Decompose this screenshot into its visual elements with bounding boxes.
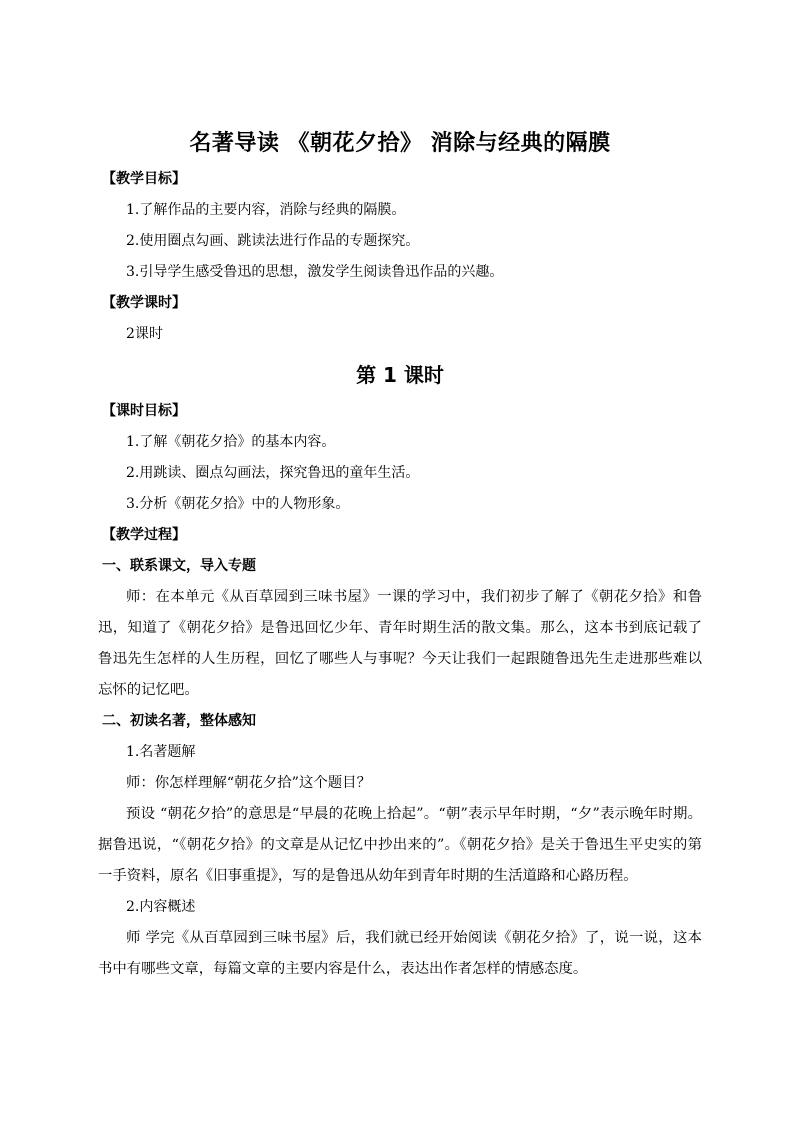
periods-heading: 【教学课时】 [102,295,186,311]
lesson-goal-item: 2.用跳读、圈点勾画法，探究鲁迅的童年生活。 [126,465,420,481]
objective-item: 2.使用圈点勾画、跳读法进行作品的专题探究。 [126,233,420,249]
lesson-title: 第 1 课时 [356,363,444,387]
section2-answer-1: 预设 “朝花夕拾”的意思是“早晨的花晚上拾起”。“朝”表示早年时期，“夕”表示晚年时期。据鲁迅说，“《朝花夕拾》的文章是从记忆中抄出来的”。《朝花夕拾》是关于鲁迅生平史实的第一手资料，原名《旧事重提》，写的是鲁迅从幼年到青年时期的生活道路和心路历程。 [98,806,702,884]
process-heading: 【教学过程】 [102,527,186,543]
lesson-goals-heading: 【课时目标】 [102,403,186,419]
objective-item: 1.了解作品的主要内容，消除与经典的隔膜。 [126,202,406,218]
section2-question-1: 师：你怎样理解“朝花夕拾”这个题目？ [126,775,371,791]
document-title: 名著导读 《朝花夕拾》 消除与经典的隔膜 [189,131,611,156]
objectives-heading: 【教学目标】 [102,171,186,187]
periods-value: 2课时 [126,326,163,342]
lesson-goal-item: 3.分析《朝花夕拾》中的人物形象。 [126,496,350,512]
lesson-goal-item: 1.了解《朝花夕拾》的基本内容。 [126,434,336,450]
objective-item: 3.引导学生感受鲁迅的思想，激发学生阅读鲁迅作品的兴趣。 [126,264,504,280]
section1-paragraph: 师：在本单元《从百草园到三味书屋》一课的学习中，我们初步了解了《朝花夕拾》和鲁迅，知道了《朝花夕拾》是鲁迅回忆少年、青年时期生活的散文集。那么，这本书到底记载了鲁迅先生怎样的人生历程，回忆了哪些人与事呢？今天让我们一起跟随鲁迅先生走进那些难以忘怀的记忆吧。 [98,589,702,698]
section1-heading: 一、联系课文，导入专题 [102,558,256,574]
section2-subheading-2: 2.内容概述 [126,899,196,915]
section2-question-2: 师 学完《从百草园到三味书屋》后，我们就已经开始阅读《朝花夕拾》了，说一说，这本书中有哪些文章，每篇文章的主要内容是什么，表达出作者怎样的情感态度。 [98,930,702,977]
section2-heading: 二、初读名著，整体感知 [102,713,256,729]
section2-subheading-1: 1.名著题解 [126,744,196,760]
